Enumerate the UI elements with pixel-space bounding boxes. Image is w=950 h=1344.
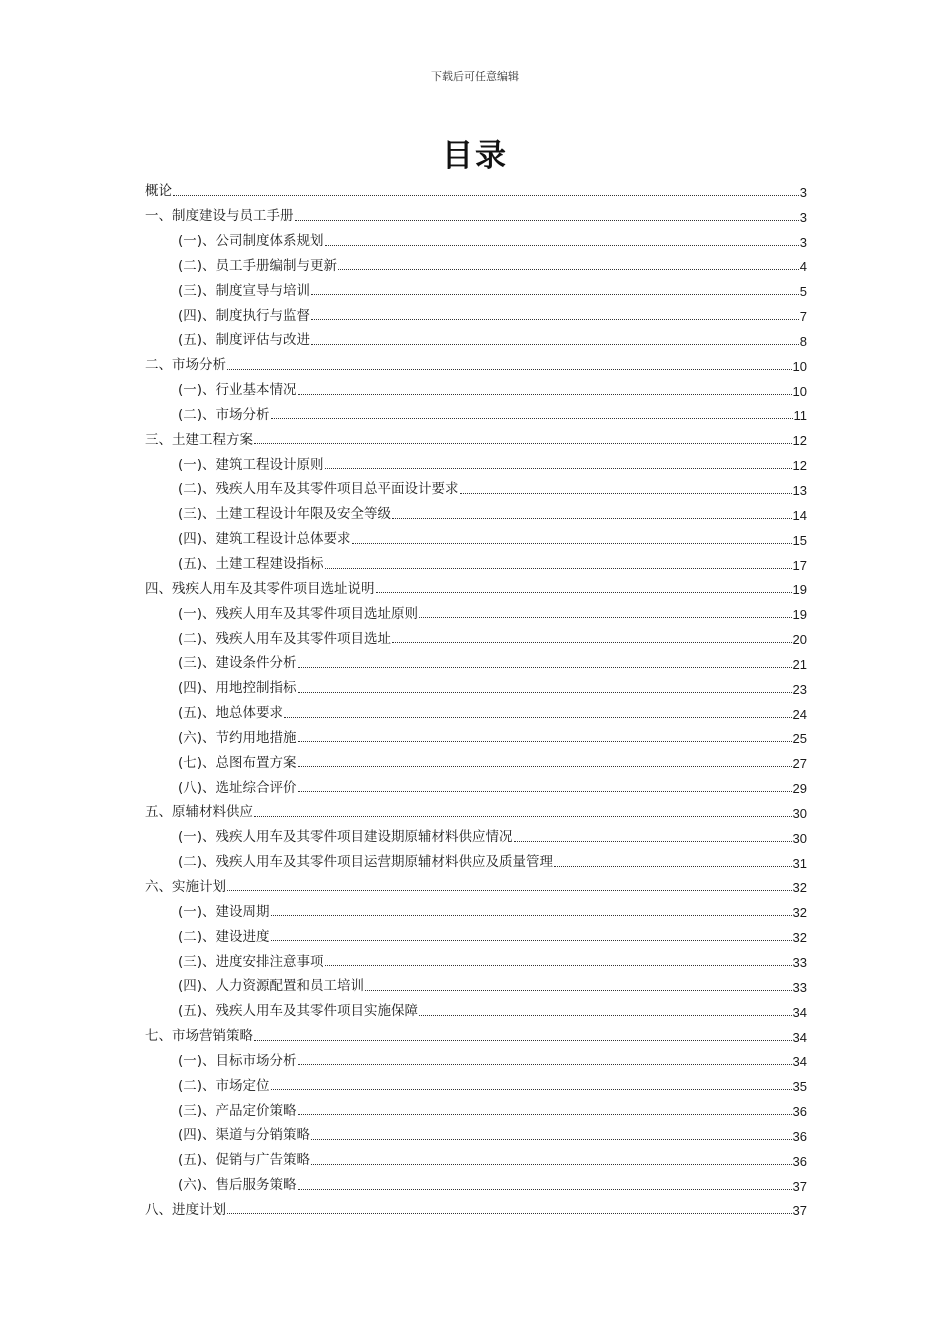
toc-entry-page-number: 25 — [792, 731, 807, 747]
dot-leader — [392, 517, 791, 519]
toc-entry-label: (三)、进度安排注意事项 — [178, 953, 324, 970]
toc-entry-page-number: 37 — [792, 1203, 807, 1219]
dot-leader — [365, 989, 791, 991]
toc-entry[interactable] — [145, 1068, 807, 1093]
dot-leader — [298, 740, 792, 742]
dot-leader — [298, 393, 792, 395]
toc-entry[interactable] — [145, 1143, 807, 1168]
toc-entry-page-number: 36 — [792, 1128, 807, 1144]
toc-entry-label: (八)、选址综合评价 — [178, 779, 297, 796]
toc-title: 目录 — [442, 138, 508, 174]
toc-entry-page-number: 10 — [792, 383, 807, 399]
toc-entry-page-number: 19 — [792, 607, 807, 623]
toc-entry-page-number: 12 — [792, 458, 807, 474]
toc-entry[interactable] — [145, 671, 807, 696]
toc-entry[interactable] — [145, 497, 807, 522]
dot-leader — [271, 417, 793, 419]
toc-entry-label: 二、市场分析 — [145, 357, 226, 374]
toc-entry[interactable] — [145, 721, 807, 746]
dot-leader — [325, 467, 792, 469]
toc-entry-label: 六、实施计划 — [145, 878, 226, 895]
toc-entry-page-number: 24 — [792, 706, 807, 722]
toc-entry[interactable] — [145, 745, 807, 770]
toc-entry[interactable] — [145, 174, 807, 199]
dot-leader — [325, 244, 799, 246]
toc-entry-label: (二)、市场定位 — [178, 1077, 270, 1094]
table-of-contents — [145, 174, 807, 1217]
dot-leader — [298, 691, 792, 693]
toc-entry-label: (一)、公司制度体系规划 — [178, 233, 324, 250]
toc-entry-label: (五)、残疾人用车及其零件项目实施保障 — [178, 1003, 419, 1020]
toc-entry[interactable] — [145, 1019, 807, 1044]
toc-entry-label: (五)、地总体要求 — [178, 705, 284, 722]
toc-entry-label: (三)、建设条件分析 — [178, 655, 297, 672]
toc-entry[interactable] — [145, 273, 807, 298]
toc-entry[interactable] — [145, 522, 807, 547]
dot-leader — [311, 318, 799, 320]
dot-leader — [514, 840, 792, 842]
dot-leader — [298, 790, 792, 792]
toc-entry-page-number: 15 — [792, 532, 807, 548]
toc-entry-label: (四)、用地控制指标 — [178, 680, 297, 697]
toc-entry[interactable] — [145, 646, 807, 671]
toc-entry-label: (七)、总图布置方案 — [178, 754, 297, 771]
toc-entry[interactable] — [145, 596, 807, 621]
toc-entry[interactable] — [145, 944, 807, 969]
toc-entry-label: (三)、制度宣导与培训 — [178, 282, 311, 299]
toc-entry-label: 八、进度计划 — [145, 1201, 226, 1218]
dot-leader — [298, 765, 792, 767]
toc-entry-label: (四)、制度执行与监督 — [178, 307, 311, 324]
dot-leader — [352, 542, 792, 544]
toc-entry-page-number: 3 — [799, 234, 807, 250]
toc-entry[interactable] — [145, 224, 807, 249]
toc-entry-label: (二)、残疾人用车及其零件项目运营期原辅材料供应及质量管理 — [178, 854, 554, 871]
toc-entry-label: (二)、员工手册编制与更新 — [178, 257, 338, 274]
toc-entry[interactable] — [145, 770, 807, 795]
toc-entry-page-number: 36 — [792, 1104, 807, 1120]
toc-entry-page-number: 19 — [792, 582, 807, 598]
toc-entry-label: (一)、残疾人用车及其零件项目建设期原辅材料供应情况 — [178, 829, 513, 846]
dot-leader — [173, 194, 799, 196]
dot-leader — [325, 964, 792, 966]
toc-entry[interactable] — [145, 969, 807, 994]
toc-entry[interactable] — [145, 845, 807, 870]
dot-leader — [338, 268, 799, 270]
toc-entry-label: (一)、目标市场分析 — [178, 1052, 297, 1069]
toc-entry[interactable] — [145, 1193, 807, 1218]
toc-entry[interactable] — [145, 894, 807, 919]
dot-leader — [254, 1039, 792, 1041]
toc-entry[interactable] — [145, 199, 807, 224]
toc-entry-label: (二)、市场分析 — [178, 406, 270, 423]
toc-entry-label: (一)、行业基本情况 — [178, 382, 297, 399]
dot-leader — [311, 1163, 791, 1165]
toc-entry[interactable] — [145, 398, 807, 423]
toc-entry-label: 概论 — [145, 183, 172, 200]
toc-entry-label: (四)、人力资源配置和员工培训 — [178, 978, 365, 995]
toc-entry[interactable] — [145, 1044, 807, 1069]
dot-leader — [298, 1188, 792, 1190]
toc-entry[interactable] — [145, 1093, 807, 1118]
toc-entry-label: (一)、残疾人用车及其零件项目选址原则 — [178, 605, 419, 622]
toc-entry-page-number: 36 — [792, 1153, 807, 1169]
toc-entry-page-number: 10 — [792, 358, 807, 374]
toc-entry-page-number: 32 — [792, 930, 807, 946]
toc-entry-page-number: 8 — [799, 333, 807, 349]
toc-entry[interactable] — [145, 1118, 807, 1143]
dot-leader — [227, 368, 792, 370]
toc-entry[interactable] — [145, 422, 807, 447]
toc-entry[interactable] — [145, 447, 807, 472]
toc-entry-page-number: 34 — [792, 1004, 807, 1020]
toc-entry-label: (六)、售后服务策略 — [178, 1177, 297, 1194]
dot-leader — [311, 1138, 791, 1140]
toc-entry-label: 一、制度建设与员工手册 — [145, 208, 294, 225]
toc-entry-page-number: 21 — [792, 656, 807, 672]
dot-leader — [254, 815, 792, 817]
toc-entry-label: (三)、土建工程设计年限及安全等级 — [178, 506, 392, 523]
toc-entry-page-number: 34 — [792, 1029, 807, 1045]
toc-entry-page-number: 34 — [792, 1054, 807, 1070]
toc-entry[interactable] — [145, 373, 807, 398]
dot-leader — [419, 1014, 791, 1016]
dot-leader — [284, 716, 791, 718]
toc-entry-page-number: 27 — [792, 756, 807, 772]
dot-leader — [254, 442, 792, 444]
toc-entry-page-number: 30 — [792, 805, 807, 821]
toc-entry[interactable] — [145, 795, 807, 820]
toc-entry-page-number: 5 — [799, 284, 807, 300]
toc-entry-page-number: 14 — [792, 507, 807, 523]
toc-entry[interactable] — [145, 919, 807, 944]
toc-entry-page-number: 4 — [799, 259, 807, 275]
toc-entry[interactable] — [145, 1168, 807, 1193]
toc-entry[interactable] — [145, 298, 807, 323]
toc-entry-page-number: 30 — [792, 830, 807, 846]
toc-entry-page-number: 37 — [792, 1178, 807, 1194]
toc-entry-label: (四)、建筑工程设计总体要求 — [178, 531, 351, 548]
dot-leader — [460, 492, 792, 494]
toc-entry-page-number: 35 — [792, 1079, 807, 1095]
toc-entry-page-number: 33 — [792, 955, 807, 970]
dot-leader — [298, 1063, 792, 1065]
toc-entry[interactable] — [145, 472, 807, 497]
toc-entry[interactable] — [145, 820, 807, 845]
dot-leader — [227, 889, 792, 891]
toc-entry[interactable] — [145, 994, 807, 1019]
toc-entry-label: (五)、土建工程建设指标 — [178, 556, 324, 572]
toc-entry[interactable] — [145, 696, 807, 721]
header-note: 下载后可任意编辑 — [431, 70, 519, 83]
dot-leader — [311, 343, 799, 345]
toc-entry[interactable] — [145, 348, 807, 373]
toc-entry-label: (二)、建设进度 — [178, 928, 270, 945]
toc-entry-page-number: 11 — [793, 408, 807, 424]
dot-leader — [295, 219, 799, 221]
toc-entry[interactable] — [145, 572, 807, 597]
toc-entry[interactable] — [145, 323, 807, 348]
dot-leader — [271, 914, 792, 916]
toc-entry-label: (三)、产品定价策略 — [178, 1102, 297, 1119]
toc-entry[interactable] — [145, 870, 807, 895]
toc-entry-page-number: 13 — [792, 482, 807, 498]
dot-leader — [298, 1113, 792, 1115]
toc-entry-label: (五)、促销与广告策略 — [178, 1152, 311, 1169]
toc-entry-page-number: 32 — [792, 880, 807, 896]
dot-leader — [325, 567, 792, 569]
toc-entry-label: 七、市场营销策略 — [145, 1028, 253, 1045]
toc-entry-label: 四、残疾人用车及其零件项目选址说明 — [145, 580, 375, 597]
toc-entry-label: 三、土建工程方案 — [145, 431, 253, 448]
toc-entry-page-number: 17 — [792, 557, 807, 573]
toc-entry-page-number: 20 — [792, 632, 807, 648]
toc-entry-page-number: 31 — [792, 855, 807, 871]
toc-entry-label: (四)、渠道与分销策略 — [178, 1127, 311, 1144]
toc-entry-page-number: 33 — [792, 979, 807, 995]
toc-entry-page-number: 32 — [792, 905, 807, 921]
dot-leader — [271, 1088, 792, 1090]
toc-entry-page-number: 7 — [799, 309, 807, 325]
dot-leader — [298, 666, 792, 668]
toc-entry-label: (六)、节约用地措施 — [178, 729, 297, 746]
dot-leader — [227, 1212, 792, 1214]
toc-entry-page-number: 3 — [799, 209, 807, 225]
toc-entry-label: (一)、建筑工程设计原则 — [178, 456, 324, 473]
toc-entry-page-number: 3 — [799, 184, 807, 200]
toc-entry-label: (二)、残疾人用车及其零件项目总平面设计要求 — [178, 481, 459, 498]
toc-entry-label: (一)、建设周期 — [178, 903, 270, 920]
dot-leader — [392, 641, 791, 643]
dot-leader — [376, 591, 792, 593]
toc-entry-label: 五、原辅材料供应 — [145, 804, 253, 821]
toc-entry-page-number: 23 — [792, 681, 807, 697]
toc-entry-page-number: 29 — [792, 781, 807, 797]
toc-entry-label: (五)、制度评估与改进 — [178, 332, 311, 349]
toc-entry[interactable] — [145, 621, 807, 646]
toc-entry[interactable] — [145, 547, 807, 572]
dot-leader — [554, 865, 791, 867]
toc-entry-page-number: 12 — [792, 433, 807, 449]
toc-entry[interactable] — [145, 249, 807, 274]
dot-leader — [271, 939, 792, 941]
dot-leader — [311, 293, 799, 295]
dot-leader — [419, 616, 791, 618]
toc-entry-label: (二)、残疾人用车及其零件项目选址 — [178, 630, 392, 647]
